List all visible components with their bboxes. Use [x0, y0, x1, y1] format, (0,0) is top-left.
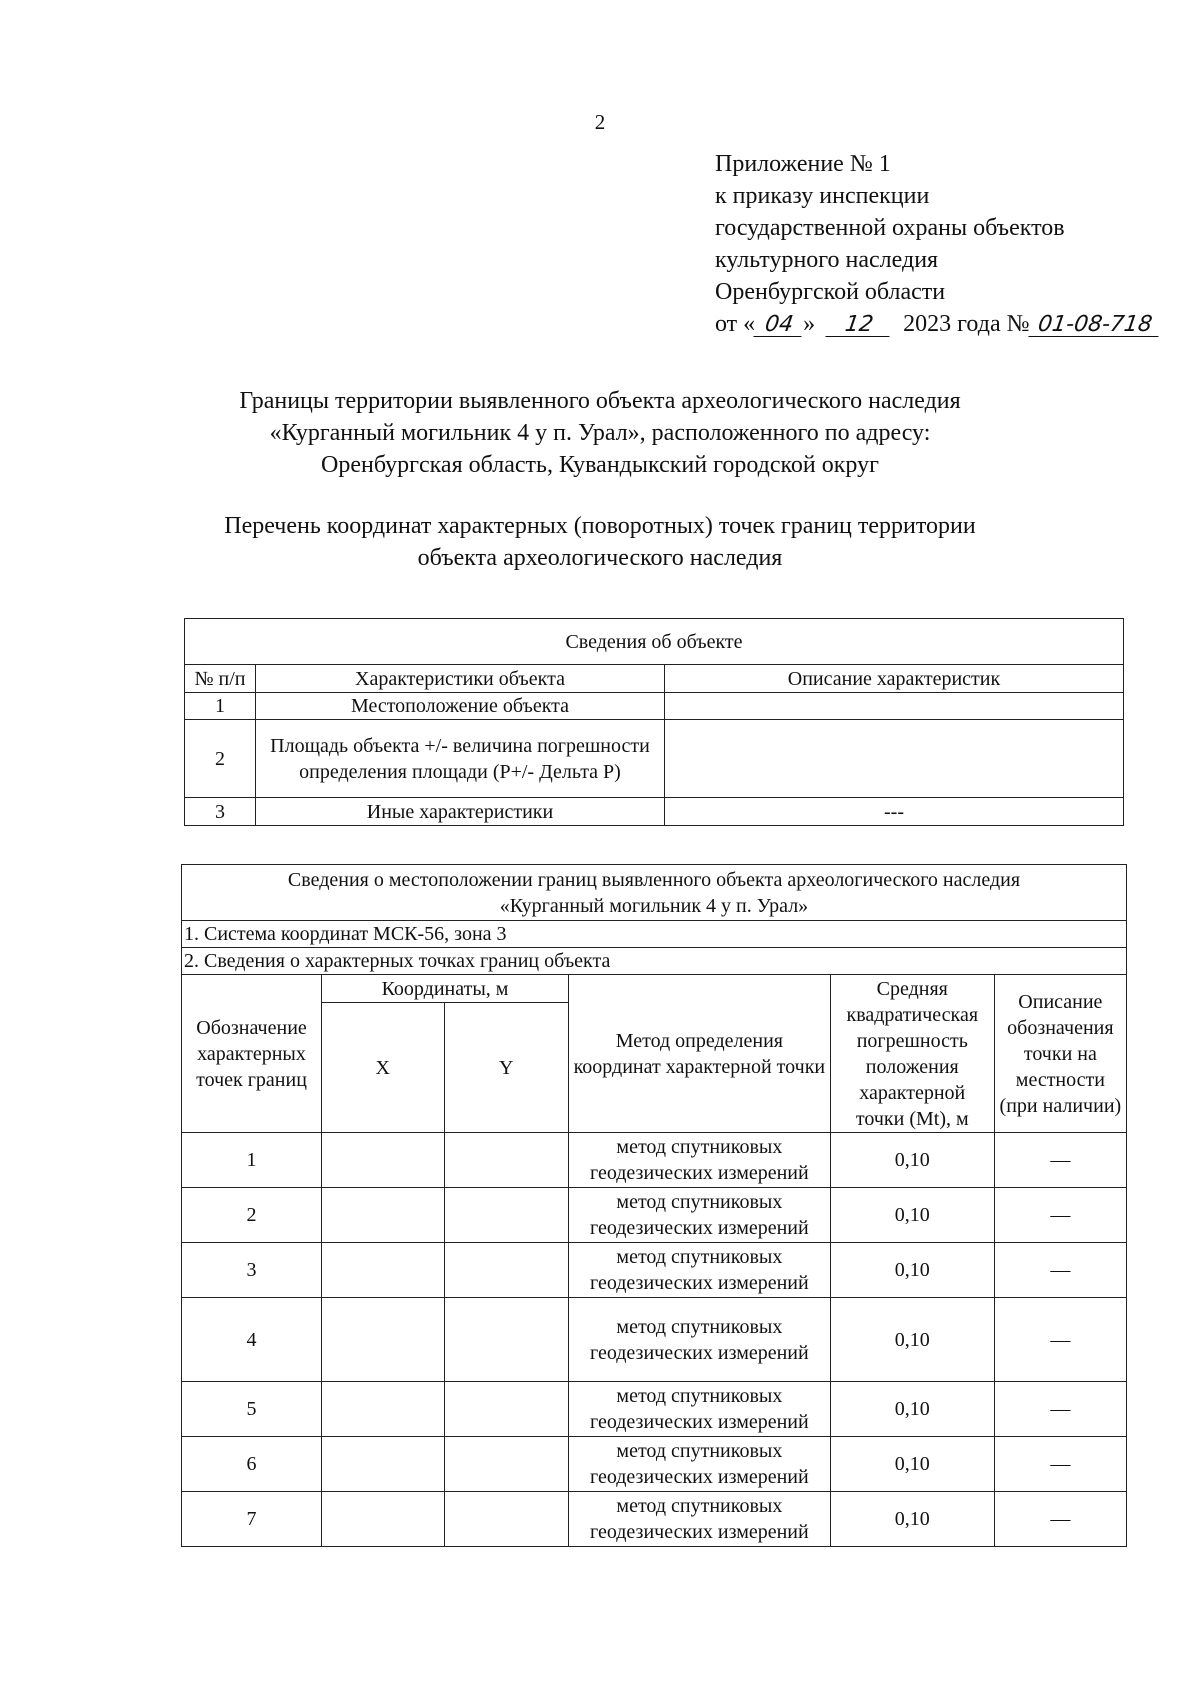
- point-x: [322, 1298, 444, 1382]
- point-method: метод спутниковых геодезических измерений: [568, 1492, 830, 1547]
- row-desc: ---: [665, 798, 1124, 826]
- point-number: 3: [182, 1243, 322, 1298]
- header-num: № п/п: [185, 665, 256, 693]
- row-desc: [665, 720, 1124, 798]
- point-x: [322, 1437, 444, 1492]
- row-num: 3: [185, 798, 256, 826]
- point-method: метод спутниковых геодезических измерений: [568, 1133, 830, 1188]
- header-designation: Обозначение характерных точек границ: [182, 975, 322, 1133]
- point-number: 6: [182, 1437, 322, 1492]
- point-y: [444, 1382, 568, 1437]
- object-table-caption: Сведения об объекте: [185, 619, 1124, 665]
- point-y: [444, 1188, 568, 1243]
- header-y: Y: [444, 1003, 568, 1133]
- point-description: —: [994, 1133, 1126, 1188]
- point-description: —: [994, 1188, 1126, 1243]
- point-y: [444, 1133, 568, 1188]
- row-name: Иные характеристики: [256, 798, 665, 826]
- point-number: 1: [182, 1133, 322, 1188]
- annex-line: Приложение № 1: [715, 151, 891, 177]
- annex-line: к приказу инспекции: [715, 183, 930, 209]
- header-method: Метод определения координат характерной точки: [568, 975, 830, 1133]
- annex-block: [715, 148, 1160, 340]
- header-description: Описание характеристик: [665, 665, 1124, 693]
- point-description: —: [994, 1298, 1126, 1382]
- annex-date-line: [715, 308, 1160, 340]
- row-desc: [665, 693, 1124, 720]
- point-description: —: [994, 1437, 1126, 1492]
- subtitle-line: объекта археологического наследия: [417, 545, 783, 571]
- point-description: —: [994, 1492, 1126, 1547]
- annex-line: государственной охраны объектов: [715, 215, 1065, 241]
- header-x: X: [322, 1003, 444, 1133]
- annex-line: Оренбургской области: [715, 279, 946, 305]
- handwritten-month: 12: [826, 314, 893, 337]
- handwritten-day: 04: [754, 314, 805, 337]
- subtitle-line: Перечень координат характерных (поворотных) точек границ территории: [224, 513, 976, 539]
- document-subtitle: [0, 510, 1200, 574]
- point-y: [444, 1243, 568, 1298]
- point-x: [322, 1188, 444, 1243]
- caption-line: Сведения о местоположении границ выявленного объекта археологического наследия: [287, 868, 1021, 891]
- document-title: [0, 385, 1200, 481]
- point-error: 0,10: [830, 1382, 994, 1437]
- point-error: 0,10: [830, 1133, 994, 1188]
- point-method: метод спутниковых геодезических измерений: [568, 1188, 830, 1243]
- point-x: [322, 1492, 444, 1547]
- point-x: [322, 1382, 444, 1437]
- header-characteristics: Характеристики объекта: [256, 665, 665, 693]
- point-y: [444, 1298, 568, 1382]
- boundary-points-table: [181, 864, 1127, 1547]
- row-name: Площадь объекта +/- величина погрешности определения площади (Р+/- Дельта Р): [256, 720, 665, 798]
- points-title: 2. Сведения о характерных точках границ объекта: [182, 948, 1127, 975]
- point-error: 0,10: [830, 1243, 994, 1298]
- boundary-table-caption: [182, 865, 1127, 921]
- point-number: 4: [182, 1298, 322, 1382]
- row-num: 1: [185, 693, 256, 720]
- point-description: —: [994, 1382, 1126, 1437]
- point-number: 5: [182, 1382, 322, 1437]
- row-num: 2: [185, 720, 256, 798]
- point-number: 7: [182, 1492, 322, 1547]
- header-point-description: Описание обозначения точки на местности (при наличии): [994, 975, 1126, 1133]
- point-method: метод спутниковых геодезических измерений: [568, 1298, 830, 1382]
- point-error: 0,10: [830, 1188, 994, 1243]
- date-year: 2023 года №: [903, 311, 1030, 337]
- page-number: 2: [594, 110, 606, 134]
- object-info-table: [184, 618, 1124, 826]
- header-error: Средняя квадратическая погрешность положения характерной точки (Mt), м: [830, 975, 994, 1133]
- point-description: —: [994, 1243, 1126, 1298]
- title-line: Оренбургская область, Кувандыкский городской округ: [321, 452, 879, 478]
- point-y: [444, 1437, 568, 1492]
- annex-line: культурного наследия: [715, 247, 939, 273]
- point-method: метод спутниковых геодезических измерений: [568, 1437, 830, 1492]
- row-name: Местоположение объекта: [256, 693, 665, 720]
- point-y: [444, 1492, 568, 1547]
- point-number: 2: [182, 1188, 322, 1243]
- point-error: 0,10: [830, 1437, 994, 1492]
- coordinate-system: 1. Система координат МСК-56, зона 3: [182, 921, 1127, 948]
- point-error: 0,10: [830, 1298, 994, 1382]
- point-method: метод спутниковых геодезических измерений: [568, 1382, 830, 1437]
- date-mid: »: [803, 311, 816, 337]
- point-x: [322, 1243, 444, 1298]
- point-method: метод спутниковых геодезических измерений: [568, 1243, 830, 1298]
- caption-line: «Курганный могильник 4 у п. Урал»: [499, 894, 809, 917]
- point-x: [322, 1133, 444, 1188]
- date-prefix: от «: [715, 311, 756, 337]
- title-line: Границы территории выявленного объекта археологического наследия: [239, 388, 961, 414]
- point-error: 0,10: [830, 1492, 994, 1547]
- handwritten-order-number: 01-08-718: [1028, 314, 1161, 337]
- header-coordinates: Координаты, м: [322, 975, 569, 1003]
- title-line: «Курганный могильник 4 у п. Урал», расположенного по адресу:: [269, 420, 931, 446]
